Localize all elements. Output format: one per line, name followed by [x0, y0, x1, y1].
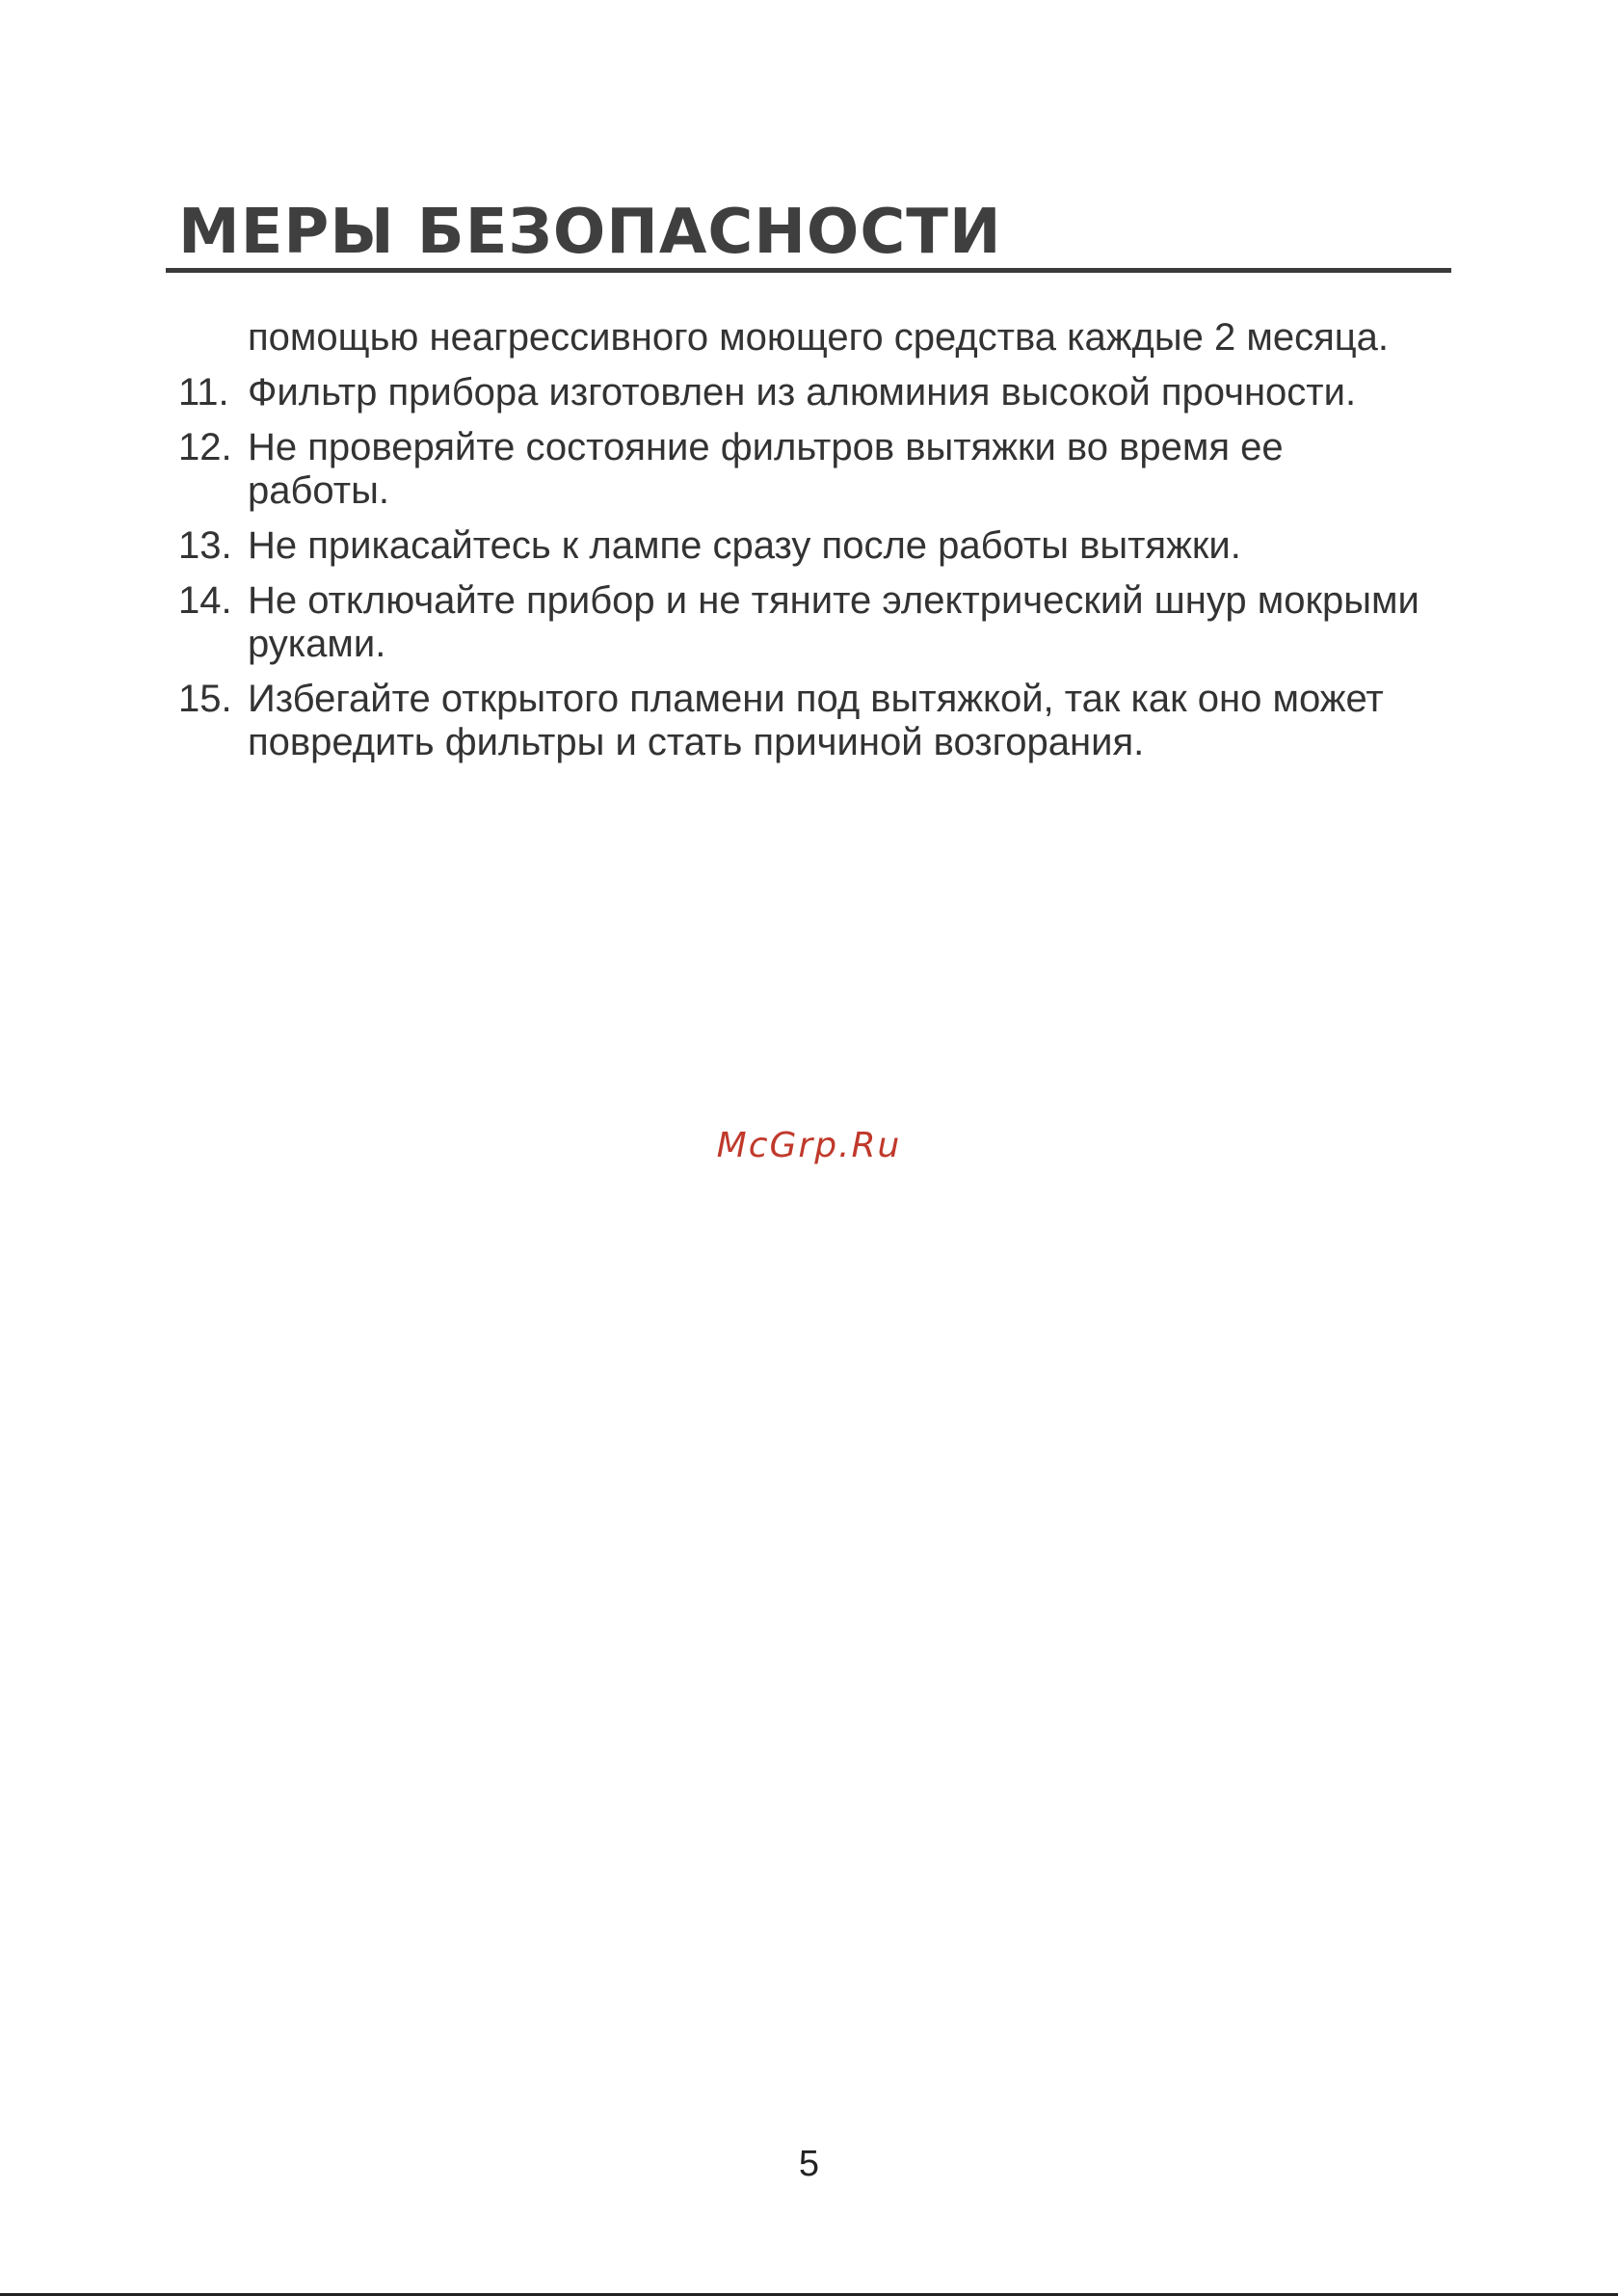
watermark-link[interactable]: McGrp.Ru	[716, 1126, 902, 1165]
list-item	[178, 371, 1431, 414]
list-item	[178, 579, 1431, 666]
list-item-number: 13.	[178, 524, 232, 567]
list-item-number: 12.	[178, 426, 232, 468]
list-item-text: Избегайте открытого пламени под вытяжкой, так как оно может повредить фильтры и стать причиной возгорания.	[248, 678, 1384, 763]
page-number: 5	[798, 2144, 820, 2184]
list-item	[178, 426, 1431, 513]
continued-paragraph: помощью неагрессивного моющего средства каждые 2 месяца.	[248, 316, 1390, 359]
list-item-text: Не отключайте прибор и не тяните электрический шнур мокрыми руками.	[248, 579, 1419, 665]
list-item-number: 15.	[178, 678, 232, 720]
list-item-number: 14.	[178, 579, 232, 622]
list-item	[178, 678, 1431, 764]
safety-instructions	[178, 316, 1431, 776]
list-item-number: 11.	[178, 371, 229, 414]
list-item-text: Фильтр прибора изготовлен из алюминия высокой прочности.	[248, 371, 1357, 414]
page-title: МЕРЫ БЕЗОПАСНОСТИ	[178, 197, 1002, 268]
list-item	[178, 524, 1431, 568]
title-divider	[166, 268, 1451, 273]
list-item-text: Не проверяйте состояние фильтров вытяжки во время ее работы.	[248, 426, 1284, 512]
list-item-text: Не прикасайтесь к лампе сразу после работы вытяжки.	[248, 524, 1241, 567]
